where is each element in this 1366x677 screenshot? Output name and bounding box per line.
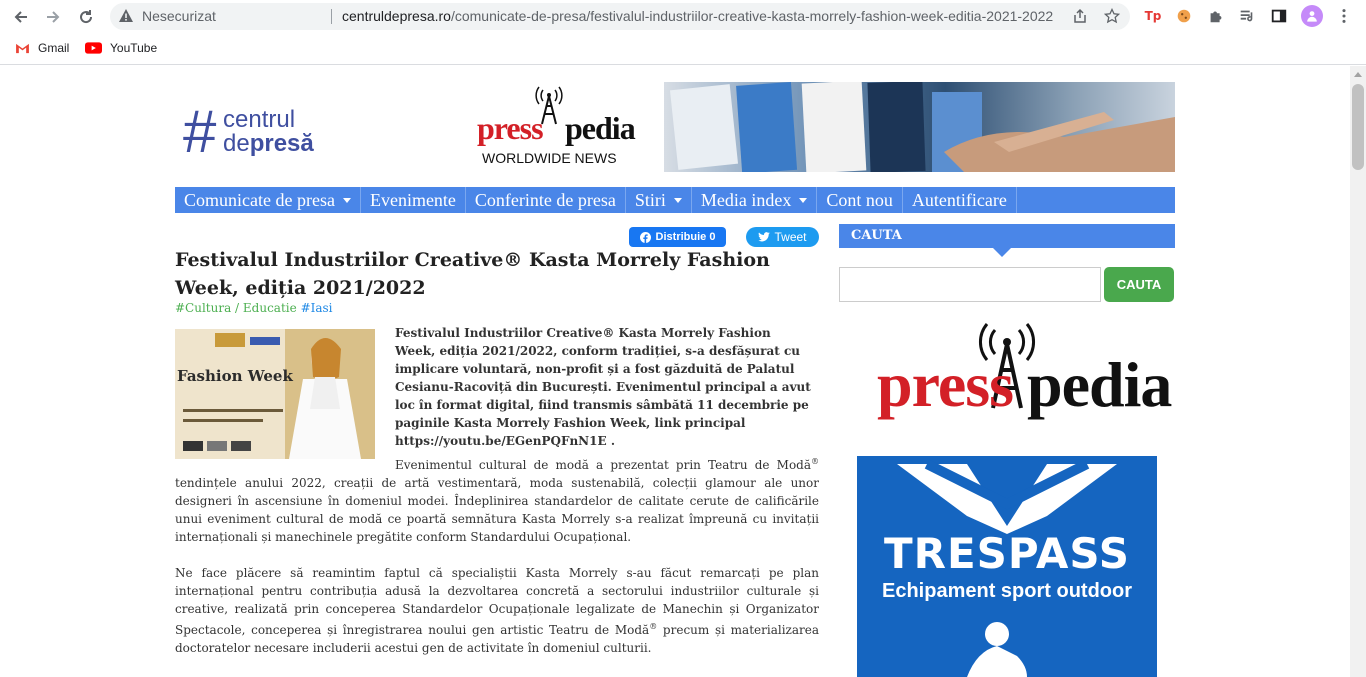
ad-subtitle: Echipament sport outdoor (882, 580, 1132, 602)
logo-text-line1: centrul (223, 106, 296, 133)
tag-iasi[interactable]: #Iasi (300, 301, 333, 315)
menu-item-cont-nou[interactable] (817, 187, 903, 213)
kebab-menu-icon (1335, 7, 1353, 25)
tweet-button[interactable] (746, 227, 819, 247)
puzzle-icon (1207, 7, 1225, 25)
search-heading-label: CAUTA (851, 228, 902, 243)
search-input[interactable] (839, 267, 1101, 302)
menu-item-conferinte[interactable] (466, 187, 626, 213)
side-panel-icon[interactable] (1269, 6, 1289, 26)
tweet-label: Tweet (774, 230, 807, 244)
gmail-icon (15, 43, 30, 54)
facebook-icon (640, 232, 651, 243)
browser-toolbar (0, 0, 1366, 33)
address-bar[interactable] (110, 3, 1130, 30)
heading-notch (993, 248, 1011, 257)
reload-button[interactable] (73, 4, 99, 30)
browser-menu-button[interactable] (1334, 6, 1354, 26)
reading-list-icon[interactable] (1237, 6, 1257, 26)
warning-icon[interactable] (118, 8, 134, 24)
menu-item-stiri[interactable] (626, 187, 692, 213)
bookmark-star-icon[interactable] (1104, 8, 1120, 24)
url-path: /comunicate-de-presa/festivalul-industriilor-creative-kasta-morrely-fashion-week-editia-2021-2022 (450, 8, 1054, 24)
presspedia-tagline: WORLDWIDE NEWS (482, 150, 617, 166)
facebook-share-button[interactable] (629, 227, 726, 247)
cookie-icon (1175, 7, 1193, 25)
presspedia-sidebar-logo[interactable] (877, 322, 1172, 442)
registered-mark: ® (649, 622, 658, 631)
paragraph-1-start: Evenimentul cultural de modă a prezentat prin Teatru de Modă (395, 458, 811, 472)
menu-item-comunicate[interactable] (175, 187, 361, 213)
article-paragraph-1 (175, 453, 819, 546)
menu-item-media-index[interactable] (692, 187, 817, 213)
logo-text-presa: presă (249, 130, 314, 157)
media-list-icon (1238, 7, 1256, 25)
menu-label: Cont nou (826, 189, 893, 210)
back-arrow-icon (12, 8, 30, 26)
menu-label: Evenimente (369, 189, 456, 210)
share-page-icon[interactable] (1072, 8, 1088, 24)
address-separator (331, 9, 332, 24)
bookmarks-bar (0, 33, 1366, 65)
menu-item-autentificare[interactable] (903, 187, 1017, 213)
bookmark-youtube[interactable] (85, 41, 157, 55)
hash-symbol-icon: # (183, 98, 217, 165)
ad-title: TRESPASS (884, 529, 1130, 578)
trespass-ad-banner[interactable] (857, 456, 1157, 677)
presspedia-sidebar-press-text: press (877, 349, 1014, 420)
scroll-up-arrow-icon[interactable] (1354, 72, 1362, 77)
chevron-down-icon (343, 198, 351, 203)
article-paragraph-2 (175, 564, 819, 657)
profile-icon (1304, 8, 1320, 24)
article-tags (175, 301, 333, 315)
presspedia-sidebar-pedia-text: pedia (1027, 349, 1172, 420)
url-text[interactable] (342, 8, 1053, 24)
tp-extension-label: Tp (1144, 9, 1162, 23)
forward-arrow-icon (44, 8, 62, 26)
main-nav-menu (175, 187, 1175, 213)
chevron-down-icon (674, 198, 682, 203)
scrollbar-thumb[interactable] (1352, 84, 1364, 170)
article-lead: Festivalul Industriilor Creative® Kasta Morrely Fashion Week, ediția 2021/2022, conform tradiției, s-a desfășurat cu implicare voluntară, non-profit și a fost găzduită de Palatul Cesianu-Racoviță din București. Evenimentul principal a avut loc în format digital, fiind transmis sâmbătă 11 decembrie pe paginile Kasta Morrely Fashion Week, link principal https://youtu.be/EGenPQFnN1E . (395, 326, 811, 448)
search-heading (839, 224, 1175, 248)
presspedia-header-logo[interactable] (477, 86, 635, 168)
extensions-puzzle-icon[interactable] (1206, 6, 1226, 26)
paragraph-2-rest: precum și materializarea doctoratelor necesare includerii acestui gen de activitate în domeniul culturii. (175, 623, 820, 655)
menu-label: Stiri (634, 189, 666, 210)
menu-item-evenimente[interactable] (361, 187, 466, 213)
insecure-label: Nesecurizat (142, 8, 216, 24)
presspedia-press-text: press (477, 110, 543, 146)
article-image[interactable] (175, 329, 375, 459)
header-banner-image[interactable] (664, 82, 1175, 172)
sidepanel-icon (1270, 7, 1288, 25)
menu-label: Autentificare (911, 189, 1007, 210)
logo-text-line2 (223, 130, 314, 158)
image-fashion-week-text: Fashion Week (177, 367, 293, 385)
presspedia-pedia-text: pedia (565, 110, 635, 146)
logo-text-de: de (223, 130, 250, 157)
banner-illustration (664, 82, 1175, 172)
menu-label: Conferinte de presa (474, 189, 616, 210)
page-viewport (0, 66, 1350, 677)
youtube-icon (85, 42, 102, 54)
twitter-bird-icon (758, 232, 770, 242)
tp-extension-icon[interactable] (1143, 6, 1163, 26)
search-button[interactable]: CAUTA (1104, 267, 1174, 302)
forward-button[interactable] (40, 4, 66, 30)
facebook-share-label: Distribuie 0 (655, 231, 716, 243)
registered-mark: ® (811, 457, 819, 466)
menu-label: Media index (700, 189, 792, 210)
paragraph-2-start: Ne face plăcere să reamintim faptul că specialiștii Kasta Morrely s-au făcut remarcați pe plan internațional pentru contribuția adusă la dezvoltarea concretă a sectorului industriilor culturale și creative, realizată prin conceperea Standardelor Ocupaționale legalizate de Manechin și Organizator Spectacole, conceperea și înregistrarea noului gen artistic Teatru de Modă (175, 566, 819, 637)
menu-label: Comunicate de presa (184, 189, 335, 210)
fashion-week-poster-illustration (175, 329, 375, 459)
chevron-down-icon (799, 198, 807, 203)
cookie-extension-icon[interactable] (1174, 6, 1194, 26)
profile-avatar[interactable] (1301, 5, 1323, 27)
bookmark-youtube-label: YouTube (110, 41, 158, 55)
page-scrollbar[interactable] (1350, 66, 1366, 677)
article-title: Festivalul Industriilor Creative® Kasta Morrely Fashion Week, ediția 2021/2022 (175, 249, 770, 299)
reload-icon (77, 8, 95, 26)
tag-cultura-educatie[interactable]: #Cultura / Educatie (175, 301, 297, 315)
back-button[interactable] (8, 4, 34, 30)
bookmark-gmail-label: Gmail (38, 41, 70, 55)
bookmark-gmail[interactable] (15, 41, 69, 55)
url-domain: centruldepresa.ro (342, 8, 451, 24)
paragraph-1-rest: tendințele anului 2022, creații de artă vestimentară, moda sustenabilă, colecții glamour ale unor designeri în ascensiune în domeniul modei. Îndeplinirea standardelor de calitate cerute de calificările unui eveniment cultural de modă ce poartă semnătura Kasta Morrely s-a realizat împreună cu invitații internaționali și manechinele pregătite conform Standardului Ocupațional. (175, 476, 819, 544)
